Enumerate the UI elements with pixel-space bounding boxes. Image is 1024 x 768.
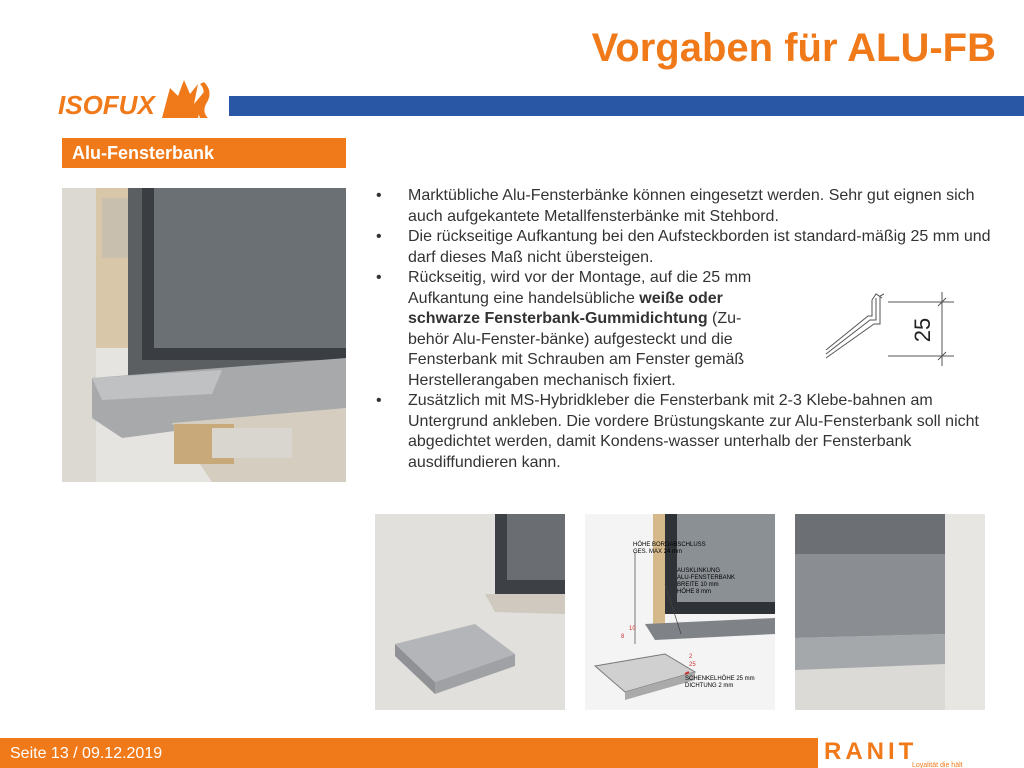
bullet-item-2 [372,227,992,268]
sill-end-cap-photo [795,514,985,710]
bullet-3-line-1: Rückseitig, wird vor der Montage, auf die 25 mm [408,269,752,286]
bullet-text-1: Marktübliche Alu-Fensterbänke können eingesetzt werden. Sehr gut eignen sich auch aufgekantete Metallfensterbänke mit Stehbord. [408,187,975,225]
dimension-label: 25 [910,317,935,343]
bullet-symbol: • [376,392,382,409]
header-bar [229,96,1024,116]
technical-drawing [585,514,775,710]
bullet-symbol: • [376,228,382,245]
bullet-3-line-2-text: Aufkantung eine handelsübliche [408,289,640,307]
bullet-symbol: • [376,269,382,286]
bullet-text-2: Die rückseitige Aufkantung bei den Aufsteckborden ist standard-mäßig 25 mm und darf dieses Maß nicht übersteigen. [408,228,991,266]
ranit-logo [824,738,1000,768]
window-sill-photo [62,188,346,482]
label-breite: BREITE 10 mm [677,582,719,588]
isofux-logo [58,74,218,118]
bullet-text-4: Zusätzlich mit MS-Hybridkleber die Fensterbank mit 2-3 Klebe-bahnen am Untergrund ankleben. Die vordere Brüstungskante zur Alu-Fensterbank soll nicht abgedichtet werden, damit Kondens-wasser unterhalb der Fensterbank ausdiffundieren kann. [408,392,979,471]
dim-8: 8 [621,634,625,640]
label-hoehe-bordabschluss: HÖHE BORDABSCHLUSS [633,542,706,548]
label-schenkelhoehe: SCHENKELHÖHE 25 mm [685,676,755,682]
bullet-3-line-2-bold: weiße oder [639,289,723,307]
dim-10: 10 [629,626,636,632]
bullet-3-line-5: Fensterbank mit Schrauben am Fenster gemäß [408,351,745,368]
bullet-3-line-3-bold: schwarze Fensterbank-Gummidichtung [408,310,708,327]
label-dichtung: DICHTUNG 2 mm [685,683,734,689]
label-ges-max: GES. MAX 24 mm [633,549,683,555]
page-title: Vorgaben für ALU-FB [591,26,996,70]
bullet-3-line-6: Herstellerangaben mechanisch fixiert. [408,371,676,389]
bullet-3-line-4: behör Alu-Fenster-bänke) aufgesteckt und die [408,330,733,348]
bullet-3-line-2 [408,289,828,310]
dim-25: 25 [689,662,696,668]
section-label: Alu-Fensterbank [62,138,346,168]
bullet-item-4 [372,391,992,473]
dim-2: 2 [689,654,693,660]
bullet-item-3 [372,268,828,391]
bullet-3-line-3 [408,309,828,330]
ranit-brand-text: RANIT [824,738,918,765]
label-hoehe: HÖHE 8 mm [677,589,712,595]
label-alu-fensterbank: ALU-FENSTERBANK [677,575,736,581]
label-ausklinkung: AUSKLINKUNG [677,568,721,574]
bullet-symbol: • [376,187,382,204]
footer-page-info: Seite 13 / 09.12.2019 [10,745,163,762]
ranit-slogan: Loyalität die hält [912,762,963,768]
profile-dimension-diagram [824,290,964,368]
bullet-3-line-3-text: (Zu- [707,310,742,327]
sill-photo-1 [375,514,565,710]
logo-text: ISOFUX [58,90,155,118]
bullet-item-1 [372,186,992,227]
